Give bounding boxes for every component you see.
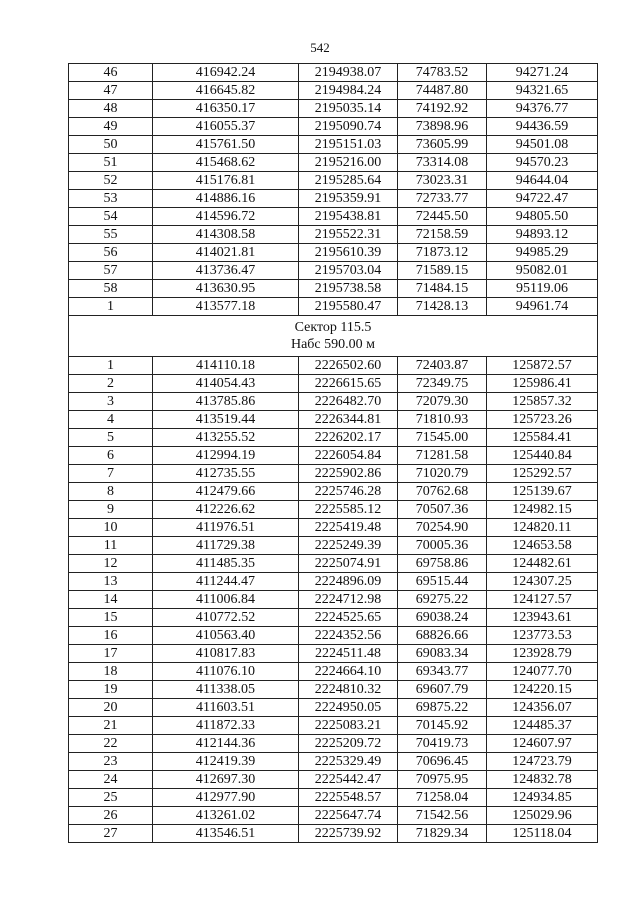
local-x-cell: 69607.79 [398,681,487,699]
coordinate-y-cell: 2195610.39 [299,244,398,262]
coordinate-x-cell: 411976.51 [153,519,299,537]
coordinate-x-cell: 412144.36 [153,735,299,753]
local-y-cell: 94376.77 [487,100,598,118]
coordinate-y-cell: 2224810.32 [299,681,398,699]
point-number-cell: 21 [69,717,153,735]
page-number: 542 [310,40,330,55]
point-number-cell: 2 [69,375,153,393]
local-x-cell: 72403.87 [398,357,487,375]
local-y-cell: 94893.12 [487,226,598,244]
local-x-cell: 70975.95 [398,771,487,789]
coordinate-x-cell: 411076.10 [153,663,299,681]
coordinate-y-cell: 2225902.86 [299,465,398,483]
local-x-cell: 72158.59 [398,226,487,244]
local-y-cell: 123773.53 [487,627,598,645]
local-y-cell: 125118.04 [487,825,598,843]
local-y-cell: 94644.04 [487,172,598,190]
table-row [69,519,598,537]
point-number-cell: 25 [69,789,153,807]
table-row [69,244,598,262]
coordinate-x-cell: 411872.33 [153,717,299,735]
local-x-cell: 74487.80 [398,82,487,100]
table-row [69,573,598,591]
point-number-cell: 57 [69,262,153,280]
local-y-cell: 124482.61 [487,555,598,573]
local-x-cell: 71545.00 [398,429,487,447]
local-y-cell: 95082.01 [487,262,598,280]
local-x-cell: 72733.77 [398,190,487,208]
local-x-cell: 74783.52 [398,64,487,82]
table-row [69,825,598,843]
local-y-cell: 125139.67 [487,483,598,501]
local-y-cell: 94805.50 [487,208,598,226]
point-number-cell: 22 [69,735,153,753]
local-x-cell: 73314.08 [398,154,487,172]
table-row [69,447,598,465]
coordinate-x-cell: 414110.18 [153,357,299,375]
section-header-row [69,316,598,357]
coordinate-x-cell: 414596.72 [153,208,299,226]
local-y-cell: 124982.15 [487,501,598,519]
local-x-cell: 71829.34 [398,825,487,843]
local-x-cell: 70696.45 [398,753,487,771]
coordinate-x-cell: 415761.50 [153,136,299,154]
local-y-cell: 94570.23 [487,154,598,172]
point-number-cell: 46 [69,64,153,82]
local-y-cell: 94985.29 [487,244,598,262]
table-row [69,118,598,136]
local-y-cell: 124356.07 [487,699,598,717]
local-y-cell: 124607.97 [487,735,598,753]
local-x-cell: 71281.58 [398,447,487,465]
local-x-cell: 69343.77 [398,663,487,681]
point-number-cell: 16 [69,627,153,645]
local-y-cell: 124127.57 [487,591,598,609]
coordinate-x-cell: 412479.66 [153,483,299,501]
table-row [69,262,598,280]
local-y-cell: 125029.96 [487,807,598,825]
coordinate-y-cell: 2225074.91 [299,555,398,573]
coordinate-y-cell: 2224511.48 [299,645,398,663]
coordinate-x-cell: 411006.84 [153,591,299,609]
point-number-cell: 53 [69,190,153,208]
table-row [69,591,598,609]
coordinate-y-cell: 2225083.21 [299,717,398,735]
coordinate-y-cell: 2195359.91 [299,190,398,208]
coordinate-x-cell: 410563.40 [153,627,299,645]
coordinate-y-cell: 2195438.81 [299,208,398,226]
table-row [69,483,598,501]
local-x-cell: 73023.31 [398,172,487,190]
coordinate-x-cell: 410817.83 [153,645,299,663]
local-y-cell: 95119.06 [487,280,598,298]
table-row [69,555,598,573]
coordinate-y-cell: 2225209.72 [299,735,398,753]
local-x-cell: 72079.30 [398,393,487,411]
point-number-cell: 12 [69,555,153,573]
coordinate-y-cell: 2225739.92 [299,825,398,843]
table-row [69,357,598,375]
point-number-cell: 19 [69,681,153,699]
section-header-cell [69,316,598,357]
table-body-upper [69,64,598,316]
local-x-cell: 71484.15 [398,280,487,298]
point-number-cell: 11 [69,537,153,555]
coordinate-x-cell: 412735.55 [153,465,299,483]
table-row [69,100,598,118]
coordinate-y-cell: 2224352.56 [299,627,398,645]
local-x-cell: 71810.93 [398,411,487,429]
coordinate-y-cell: 2225647.74 [299,807,398,825]
coordinate-x-cell: 411244.47 [153,573,299,591]
coordinate-y-cell: 2224896.09 [299,573,398,591]
table-row [69,735,598,753]
coordinate-x-cell: 415176.81 [153,172,299,190]
local-x-cell: 70254.90 [398,519,487,537]
local-y-cell: 94321.65 [487,82,598,100]
local-y-cell: 94271.24 [487,64,598,82]
point-number-cell: 26 [69,807,153,825]
table-row [69,717,598,735]
local-x-cell: 69038.24 [398,609,487,627]
coordinate-y-cell: 2225585.12 [299,501,398,519]
point-number-cell: 4 [69,411,153,429]
local-x-cell: 70419.73 [398,735,487,753]
coordinate-y-cell: 2226054.84 [299,447,398,465]
local-x-cell: 69875.22 [398,699,487,717]
table-row [69,807,598,825]
table-row [69,663,598,681]
local-y-cell: 94722.47 [487,190,598,208]
local-x-cell: 70762.68 [398,483,487,501]
point-number-cell: 50 [69,136,153,154]
coordinate-x-cell: 411485.35 [153,555,299,573]
local-y-cell: 124653.58 [487,537,598,555]
table-row [69,280,598,298]
point-number-cell: 8 [69,483,153,501]
coordinate-y-cell: 2195216.00 [299,154,398,172]
local-y-cell: 125723.26 [487,411,598,429]
coordinate-x-cell: 412697.30 [153,771,299,789]
local-x-cell: 70145.92 [398,717,487,735]
coordinate-x-cell: 413255.52 [153,429,299,447]
coordinate-y-cell: 2195151.03 [299,136,398,154]
local-x-cell: 71873.12 [398,244,487,262]
point-number-cell: 27 [69,825,153,843]
local-y-cell: 124832.78 [487,771,598,789]
coordinate-x-cell: 410772.52 [153,609,299,627]
coordinate-y-cell: 2226344.81 [299,411,398,429]
point-number-cell: 15 [69,609,153,627]
local-x-cell: 69515.44 [398,573,487,591]
table-row [69,172,598,190]
table-row [69,627,598,645]
point-number-cell: 1 [69,357,153,375]
local-y-cell: 125292.57 [487,465,598,483]
local-x-cell: 71428.13 [398,298,487,316]
local-x-cell: 73605.99 [398,136,487,154]
local-y-cell: 125584.41 [487,429,598,447]
coordinate-x-cell: 412419.39 [153,753,299,771]
coordinate-y-cell: 2225249.39 [299,537,398,555]
table-row [69,429,598,447]
coordinate-x-cell: 411729.38 [153,537,299,555]
coordinate-y-cell: 2194938.07 [299,64,398,82]
point-number-cell: 5 [69,429,153,447]
coordinate-x-cell: 414021.81 [153,244,299,262]
coordinate-y-cell: 2226202.17 [299,429,398,447]
coordinate-x-cell: 414308.58 [153,226,299,244]
local-x-cell: 71020.79 [398,465,487,483]
point-number-cell: 20 [69,699,153,717]
coordinate-x-cell: 411603.51 [153,699,299,717]
table-row [69,226,598,244]
point-number-cell: 24 [69,771,153,789]
table-section-divider [69,316,598,357]
coordinate-x-cell: 413785.86 [153,393,299,411]
coordinate-y-cell: 2194984.24 [299,82,398,100]
table-row [69,375,598,393]
coordinate-y-cell: 2224950.05 [299,699,398,717]
coordinate-x-cell: 412226.62 [153,501,299,519]
coordinate-y-cell: 2195090.74 [299,118,398,136]
point-number-cell: 55 [69,226,153,244]
coordinate-x-cell: 416055.37 [153,118,299,136]
coordinate-x-cell: 416942.24 [153,64,299,82]
point-number-cell: 51 [69,154,153,172]
local-y-cell: 125986.41 [487,375,598,393]
coordinate-y-cell: 2195522.31 [299,226,398,244]
coordinate-x-cell: 413577.18 [153,298,299,316]
table-row [69,501,598,519]
table-row [69,298,598,316]
table-row [69,465,598,483]
coordinate-x-cell: 413630.95 [153,280,299,298]
coordinate-y-cell: 2224712.98 [299,591,398,609]
table-row [69,609,598,627]
point-number-cell: 7 [69,465,153,483]
point-number-cell: 10 [69,519,153,537]
point-number-cell: 3 [69,393,153,411]
coordinate-x-cell: 415468.62 [153,154,299,172]
point-number-cell: 1 [69,298,153,316]
coordinate-y-cell: 2226502.60 [299,357,398,375]
coordinates-table [68,63,598,843]
point-number-cell: 49 [69,118,153,136]
local-x-cell: 72445.50 [398,208,487,226]
local-x-cell: 68826.66 [398,627,487,645]
coordinate-y-cell: 2195703.04 [299,262,398,280]
local-x-cell: 74192.92 [398,100,487,118]
coordinate-x-cell: 414886.16 [153,190,299,208]
local-y-cell: 124485.37 [487,717,598,735]
local-y-cell: 94501.08 [487,136,598,154]
point-number-cell: 56 [69,244,153,262]
local-y-cell: 124220.15 [487,681,598,699]
coordinate-y-cell: 2225329.49 [299,753,398,771]
coordinate-y-cell: 2195035.14 [299,100,398,118]
local-y-cell: 125857.32 [487,393,598,411]
local-y-cell: 94436.59 [487,118,598,136]
coordinate-x-cell: 416645.82 [153,82,299,100]
local-x-cell: 70005.36 [398,537,487,555]
table-body-lower [69,357,598,843]
point-number-cell: 48 [69,100,153,118]
local-x-cell: 69275.22 [398,591,487,609]
local-x-cell: 71542.56 [398,807,487,825]
coordinate-y-cell: 2225548.57 [299,789,398,807]
local-x-cell: 73898.96 [398,118,487,136]
table-row [69,190,598,208]
table-row [69,154,598,172]
point-number-cell: 23 [69,753,153,771]
coordinate-x-cell: 412977.90 [153,789,299,807]
local-x-cell: 69758.86 [398,555,487,573]
coordinate-y-cell: 2195285.64 [299,172,398,190]
point-number-cell: 58 [69,280,153,298]
coordinate-y-cell: 2225746.28 [299,483,398,501]
point-number-cell: 47 [69,82,153,100]
table-row [69,771,598,789]
point-number-cell: 9 [69,501,153,519]
coordinate-x-cell: 416350.17 [153,100,299,118]
table-row [69,82,598,100]
local-x-cell: 71589.15 [398,262,487,280]
coordinate-y-cell: 2195738.58 [299,280,398,298]
local-y-cell: 124077.70 [487,663,598,681]
section-subtitle: Набс 590.00 м [290,337,376,352]
point-number-cell: 13 [69,573,153,591]
local-y-cell: 124723.79 [487,753,598,771]
table-row [69,411,598,429]
coordinate-y-cell: 2225442.47 [299,771,398,789]
local-x-cell: 71258.04 [398,789,487,807]
local-x-cell: 70507.36 [398,501,487,519]
local-y-cell: 124820.11 [487,519,598,537]
coordinate-x-cell: 411338.05 [153,681,299,699]
table-row [69,393,598,411]
point-number-cell: 54 [69,208,153,226]
local-y-cell: 125872.57 [487,357,598,375]
local-y-cell: 94961.74 [487,298,598,316]
table-row [69,699,598,717]
point-number-cell: 18 [69,663,153,681]
table-row [69,136,598,154]
point-number-cell: 6 [69,447,153,465]
local-y-cell: 125440.84 [487,447,598,465]
table-row [69,64,598,82]
coordinate-y-cell: 2195580.47 [299,298,398,316]
coordinate-x-cell: 414054.43 [153,375,299,393]
point-number-cell: 52 [69,172,153,190]
coordinate-x-cell: 412994.19 [153,447,299,465]
coordinate-x-cell: 413546.51 [153,825,299,843]
table-row [69,789,598,807]
local-y-cell: 124307.25 [487,573,598,591]
coordinate-y-cell: 2224525.65 [299,609,398,627]
coordinate-x-cell: 413736.47 [153,262,299,280]
local-x-cell: 69083.34 [398,645,487,663]
table-row [69,208,598,226]
coordinate-y-cell: 2226482.70 [299,393,398,411]
section-title: Сектор 115.5 [294,320,372,335]
coordinate-y-cell: 2224664.10 [299,663,398,681]
table-row [69,753,598,771]
coordinate-x-cell: 413261.02 [153,807,299,825]
local-y-cell: 124934.85 [487,789,598,807]
coordinate-x-cell: 413519.44 [153,411,299,429]
table-row [69,645,598,663]
local-x-cell: 72349.75 [398,375,487,393]
point-number-cell: 17 [69,645,153,663]
table-row [69,537,598,555]
point-number-cell: 14 [69,591,153,609]
table-row [69,681,598,699]
local-y-cell: 123943.61 [487,609,598,627]
coordinate-y-cell: 2225419.48 [299,519,398,537]
local-y-cell: 123928.79 [487,645,598,663]
coordinate-y-cell: 2226615.65 [299,375,398,393]
